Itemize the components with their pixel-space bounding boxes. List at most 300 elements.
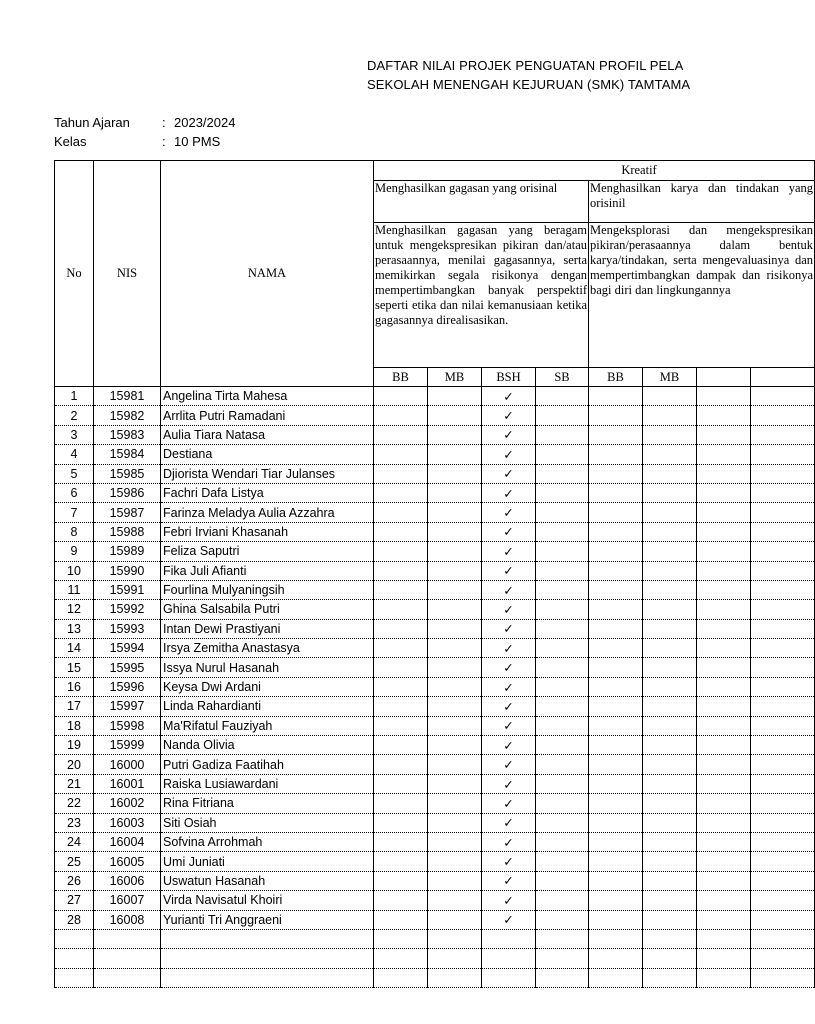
grade-cell [374, 445, 428, 464]
grade-cell [643, 600, 697, 619]
empty-cell [536, 968, 589, 987]
row-nis: 16005 [94, 852, 161, 871]
row-nis: 15987 [94, 503, 161, 522]
row-nama: Angelina Tirta Mahesa [161, 387, 374, 406]
row-nama: Issya Nurul Hasanah [161, 658, 374, 677]
grade-cell [697, 697, 751, 716]
row-nama: Sofvina Arrohmah [161, 832, 374, 851]
row-nis: 15992 [94, 600, 161, 619]
grade-cell: ✓ [482, 697, 536, 716]
header-nama: NAMA [161, 161, 374, 387]
grade-cell [751, 832, 815, 851]
grade-cell [428, 542, 482, 561]
grade-cell [751, 542, 815, 561]
empty-cell [55, 949, 94, 968]
grade-cell [374, 600, 428, 619]
grade-cell: ✓ [482, 832, 536, 851]
grade-cell [589, 832, 643, 851]
grade-cell [751, 387, 815, 406]
row-nama: Virda Navisatul Khoiri [161, 891, 374, 910]
grade-cell [697, 736, 751, 755]
grade-cell: ✓ [482, 794, 536, 813]
grade-cell [536, 464, 589, 483]
row-nama: Farinza Meladya Aulia Azzahra [161, 503, 374, 522]
empty-row [55, 949, 815, 968]
row-no: 9 [55, 542, 94, 561]
empty-cell [482, 929, 536, 948]
grade-cell [589, 619, 643, 638]
grade-mb-2: MB [643, 368, 697, 387]
row-nis: 15993 [94, 619, 161, 638]
empty-cell [751, 929, 815, 948]
empty-cell [428, 929, 482, 948]
empty-cell [482, 968, 536, 987]
row-nis: 15982 [94, 406, 161, 425]
empty-cell [697, 968, 751, 987]
grade-cell [751, 774, 815, 793]
row-nis: 15998 [94, 716, 161, 735]
row-nama: Irsya Zemitha Anastasya [161, 639, 374, 658]
row-nama: Keysa Dwi Ardani [161, 677, 374, 696]
table-row [55, 619, 815, 638]
grade-cell [428, 891, 482, 910]
grade-bsh-2 [697, 368, 751, 387]
grade-cell [751, 483, 815, 502]
grade-cell [751, 445, 815, 464]
grade-cell [697, 813, 751, 832]
grade-cell [374, 716, 428, 735]
grade-cell [374, 891, 428, 910]
empty-cell [751, 949, 815, 968]
grade-cell [643, 832, 697, 851]
grade-cell [751, 910, 815, 929]
row-no: 18 [55, 716, 94, 735]
row-nis: 15984 [94, 445, 161, 464]
empty-cell [589, 968, 643, 987]
empty-cell [589, 949, 643, 968]
row-nama: Siti Osiah [161, 813, 374, 832]
grade-cell: ✓ [482, 600, 536, 619]
grade-cell: ✓ [482, 910, 536, 929]
row-nama: Feliza Saputri [161, 542, 374, 561]
grade-cell: ✓ [482, 387, 536, 406]
grade-cell [536, 871, 589, 890]
grade-cell [428, 736, 482, 755]
grade-cell [589, 755, 643, 774]
grade-cell [589, 464, 643, 483]
grade-cell [536, 658, 589, 677]
table-row [55, 813, 815, 832]
grade-cell [697, 464, 751, 483]
grade-cell [536, 406, 589, 425]
grade-cell: ✓ [482, 503, 536, 522]
row-no: 23 [55, 813, 94, 832]
row-nis: 16007 [94, 891, 161, 910]
grade-sb-2 [751, 368, 815, 387]
row-nama: Arrlita Putri Ramadani [161, 406, 374, 425]
grade-table [54, 160, 815, 988]
grade-cell [751, 871, 815, 890]
row-nis: 15995 [94, 658, 161, 677]
row-no: 13 [55, 619, 94, 638]
empty-cell [55, 929, 94, 948]
grade-cell [589, 697, 643, 716]
row-no: 12 [55, 600, 94, 619]
grade-cell [643, 639, 697, 658]
grade-cell [428, 813, 482, 832]
grade-cell: ✓ [482, 736, 536, 755]
grade-cell [697, 445, 751, 464]
grade-cell [374, 503, 428, 522]
row-nis: 15994 [94, 639, 161, 658]
row-no: 1 [55, 387, 94, 406]
grade-cell [589, 677, 643, 696]
grade-cell [374, 774, 428, 793]
grade-cell [697, 503, 751, 522]
grade-cell [428, 774, 482, 793]
grade-cell [374, 910, 428, 929]
grade-cell: ✓ [482, 716, 536, 735]
row-nis: 15999 [94, 736, 161, 755]
table-row [55, 832, 815, 851]
grade-cell [643, 813, 697, 832]
grade-cell [589, 425, 643, 444]
grade-cell [697, 774, 751, 793]
grade-cell [697, 891, 751, 910]
grade-cell [643, 658, 697, 677]
row-no: 7 [55, 503, 94, 522]
grade-cell [643, 910, 697, 929]
empty-cell [536, 949, 589, 968]
grade-cell [751, 619, 815, 638]
row-no: 28 [55, 910, 94, 929]
grade-cell [536, 387, 589, 406]
row-nis: 16003 [94, 813, 161, 832]
row-no: 16 [55, 677, 94, 696]
grade-cell [536, 716, 589, 735]
grade-cell [536, 445, 589, 464]
grade-sb-1: SB [536, 368, 589, 387]
grade-cell: ✓ [482, 464, 536, 483]
grade-cell [536, 619, 589, 638]
row-no: 20 [55, 755, 94, 774]
row-nis: 15996 [94, 677, 161, 696]
grade-cell [374, 736, 428, 755]
element-1-description: Menghasilkan gagasan yang beragam untuk mengekspresikan pikiran dan/atau perasaannya, menilai gagasannya, serta memikirkan segala risikonya dengan mempertimbangkan banyak perspektif seperti etika dan nilai kemanusiaan ketika gagasannya direalisasikan. [374, 223, 589, 368]
grade-cell [428, 910, 482, 929]
row-nis: 15985 [94, 464, 161, 483]
row-nis: 15983 [94, 425, 161, 444]
grade-cell: ✓ [482, 561, 536, 580]
grade-cell [643, 697, 697, 716]
grade-cell [589, 813, 643, 832]
grade-cell [643, 755, 697, 774]
empty-cell [161, 929, 374, 948]
empty-cell [536, 929, 589, 948]
grade-cell [751, 794, 815, 813]
grade-cell [428, 871, 482, 890]
grade-cell: ✓ [482, 483, 536, 502]
grade-cell [428, 483, 482, 502]
grade-cell [589, 445, 643, 464]
grade-cell [643, 522, 697, 541]
row-nama: Fachri Dafa Listya [161, 483, 374, 502]
row-nama: Fika Juli Afianti [161, 561, 374, 580]
grade-bb-1: BB [374, 368, 428, 387]
row-nis: 16000 [94, 755, 161, 774]
row-no: 15 [55, 658, 94, 677]
grade-cell [374, 697, 428, 716]
grade-bsh-1: BSH [482, 368, 536, 387]
grade-cell [697, 483, 751, 502]
grade-cell [589, 542, 643, 561]
grade-cell [643, 561, 697, 580]
grade-cell [751, 503, 815, 522]
grade-cell [374, 561, 428, 580]
empty-cell [589, 929, 643, 948]
grade-cell [374, 677, 428, 696]
grade-cell: ✓ [482, 813, 536, 832]
grade-cell [751, 580, 815, 599]
grade-cell [536, 813, 589, 832]
grade-cell [589, 522, 643, 541]
table-row [55, 697, 815, 716]
tahun-label: Tahun Ajaran [54, 115, 130, 130]
grade-cell [374, 794, 428, 813]
row-no: 27 [55, 891, 94, 910]
empty-cell [94, 929, 161, 948]
grade-cell [697, 794, 751, 813]
grade-cell [643, 871, 697, 890]
empty-row [55, 929, 815, 948]
row-nama: Linda Rahardianti [161, 697, 374, 716]
table-row [55, 580, 815, 599]
grade-cell: ✓ [482, 639, 536, 658]
grade-cell: ✓ [482, 542, 536, 561]
empty-cell [161, 968, 374, 987]
dimension-kreatif: Kreatif [374, 161, 815, 181]
grade-cell [428, 658, 482, 677]
grade-cell [536, 774, 589, 793]
empty-cell [374, 968, 428, 987]
table-row [55, 794, 815, 813]
row-nama: Umi Juniati [161, 852, 374, 871]
grade-cell [643, 852, 697, 871]
grade-cell [536, 852, 589, 871]
row-nama: Destiana [161, 445, 374, 464]
grade-cell [589, 503, 643, 522]
grade-cell [536, 794, 589, 813]
grade-cell: ✓ [482, 755, 536, 774]
grade-cell [589, 600, 643, 619]
row-nama: Intan Dewi Prastiyani [161, 619, 374, 638]
table-row [55, 483, 815, 502]
row-no: 5 [55, 464, 94, 483]
grade-cell [428, 503, 482, 522]
grade-cell: ✓ [482, 871, 536, 890]
row-nis: 15981 [94, 387, 161, 406]
grade-cell [697, 580, 751, 599]
row-nis: 15989 [94, 542, 161, 561]
element-2-description: Mengeksplorasi dan mengekspresikan pikiran/perasaannya dalam bentuk karya/tindakan, serta mengevaluasinya dan mempertimbangkan dampak dan risikonya bagi diri dan lingkungannya [589, 223, 815, 368]
grade-cell [536, 910, 589, 929]
table-row [55, 561, 815, 580]
grade-cell [697, 910, 751, 929]
grade-cell [428, 406, 482, 425]
row-nis: 16001 [94, 774, 161, 793]
empty-cell [751, 968, 815, 987]
row-nama: Febri Irviani Khasanah [161, 522, 374, 541]
table-row [55, 425, 815, 444]
grade-cell [428, 387, 482, 406]
table-row [55, 736, 815, 755]
grade-cell [751, 677, 815, 696]
row-nama: Nanda Olivia [161, 736, 374, 755]
row-nama: Ma'Rifatul Fauziyah [161, 716, 374, 735]
grade-cell [536, 503, 589, 522]
row-no: 11 [55, 580, 94, 599]
grade-cell [697, 639, 751, 658]
grade-cell [643, 794, 697, 813]
grade-cell: ✓ [482, 658, 536, 677]
row-nis: 15988 [94, 522, 161, 541]
grade-cell [697, 677, 751, 696]
empty-cell [374, 929, 428, 948]
table-row [55, 871, 815, 890]
grade-cell: ✓ [482, 406, 536, 425]
grade-cell [751, 600, 815, 619]
grade-cell: ✓ [482, 580, 536, 599]
header-no: No [55, 161, 94, 387]
grade-cell [589, 483, 643, 502]
grade-cell [536, 639, 589, 658]
grade-cell [428, 561, 482, 580]
grade-cell: ✓ [482, 677, 536, 696]
row-nis: 16002 [94, 794, 161, 813]
element-1-title: Menghasilkan gagasan yang orisinal [374, 181, 589, 223]
student-rows [55, 387, 815, 988]
table-row [55, 891, 815, 910]
row-nama: Raiska Lusiawardani [161, 774, 374, 793]
grade-cell [428, 464, 482, 483]
grade-cell [536, 891, 589, 910]
grade-cell [751, 425, 815, 444]
grade-cell [374, 464, 428, 483]
row-no: 17 [55, 697, 94, 716]
grade-cell [643, 483, 697, 502]
grade-cell [536, 600, 589, 619]
grade-cell: ✓ [482, 891, 536, 910]
grade-cell [428, 677, 482, 696]
grade-cell [751, 658, 815, 677]
row-nis: 15997 [94, 697, 161, 716]
grade-cell [697, 619, 751, 638]
row-no: 10 [55, 561, 94, 580]
grade-cell [589, 852, 643, 871]
grade-cell [589, 871, 643, 890]
table-row [55, 464, 815, 483]
grade-cell [697, 387, 751, 406]
row-nama: Djiorista Wendari Tiar Julanses [161, 464, 374, 483]
grade-cell [697, 852, 751, 871]
grade-cell [643, 580, 697, 599]
tahun-separator: : [162, 115, 166, 130]
table-row [55, 658, 815, 677]
grade-cell [643, 425, 697, 444]
grade-cell [374, 852, 428, 871]
grade-cell [751, 639, 815, 658]
row-no: 14 [55, 639, 94, 658]
grade-cell [643, 716, 697, 735]
row-nama: Ghina Salsabila Putri [161, 600, 374, 619]
grade-cell [643, 406, 697, 425]
grade-cell [589, 794, 643, 813]
row-nis: 15991 [94, 580, 161, 599]
grade-cell [428, 580, 482, 599]
row-nama: Rina Fitriana [161, 794, 374, 813]
title-line-2: SEKOLAH MENENGAH KEJURUAN (SMK) TAMTAMA [367, 77, 691, 92]
grade-cell [643, 619, 697, 638]
grade-cell [428, 522, 482, 541]
grade-cell [751, 561, 815, 580]
grade-cell [536, 697, 589, 716]
grade-cell [428, 716, 482, 735]
grade-cell [536, 522, 589, 541]
kelas-separator: : [162, 134, 166, 149]
grade-cell: ✓ [482, 774, 536, 793]
grade-cell [374, 542, 428, 561]
grade-cell [536, 677, 589, 696]
grade-cell [589, 387, 643, 406]
row-nama: Putri Gadiza Faatihah [161, 755, 374, 774]
grade-mb-1: MB [428, 368, 482, 387]
table-row [55, 387, 815, 406]
empty-cell [643, 968, 697, 987]
grade-cell [697, 406, 751, 425]
grade-cell [374, 425, 428, 444]
grade-cell [751, 852, 815, 871]
table-row [55, 852, 815, 871]
row-nama: Yurianti Tri Anggraeni [161, 910, 374, 929]
grade-cell: ✓ [482, 852, 536, 871]
grade-cell: ✓ [482, 619, 536, 638]
grade-cell [589, 910, 643, 929]
table-row [55, 639, 815, 658]
row-nama: Fourlina Mulyaningsih [161, 580, 374, 599]
row-nis: 16004 [94, 832, 161, 851]
grade-cell: ✓ [482, 445, 536, 464]
grade-cell [536, 755, 589, 774]
grade-cell [697, 716, 751, 735]
empty-cell [697, 929, 751, 948]
grade-cell [428, 794, 482, 813]
empty-cell [428, 949, 482, 968]
grade-cell [374, 639, 428, 658]
title-line-1: DAFTAR NILAI PROJEK PENGUATAN PROFIL PELA [367, 58, 684, 73]
grade-cell [428, 832, 482, 851]
grade-cell [643, 677, 697, 696]
grade-cell [751, 755, 815, 774]
row-no: 6 [55, 483, 94, 502]
grade-cell [697, 755, 751, 774]
empty-cell [643, 949, 697, 968]
table-row [55, 406, 815, 425]
grade-cell [428, 619, 482, 638]
grade-cell [374, 832, 428, 851]
grade-cell [643, 387, 697, 406]
grade-cell: ✓ [482, 425, 536, 444]
row-no: 3 [55, 425, 94, 444]
